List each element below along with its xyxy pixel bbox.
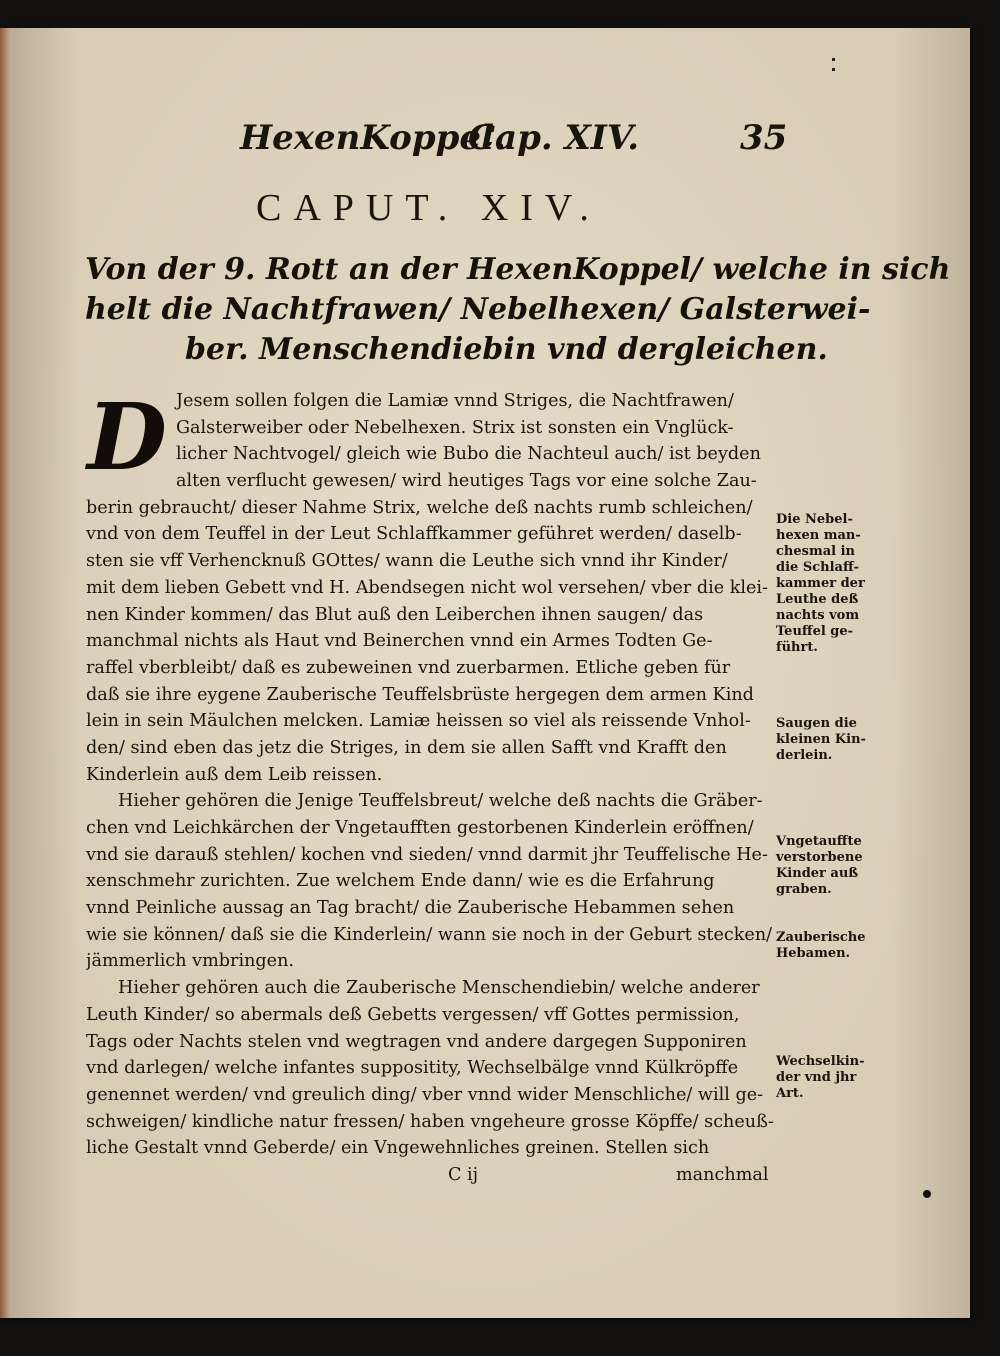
text-line: Kinderlein auß dem Leib reissen. <box>86 764 383 785</box>
text-line: wie sie können/ daß sie die Kinderlein/ wann sie noch in der Geburt stecken/ <box>86 924 773 945</box>
text-line: schweigen/ kindliche natur fressen/ haben vngeheure grosse Köpffe/ scheuß- <box>86 1111 774 1132</box>
text-line: Hieher gehören auch die Zauberische Menschendiebin/ welche anderer <box>118 978 760 999</box>
text-line: daß sie ihre eygene Zauberische Teuffelsbrüste hergegen dem armen Kind <box>86 684 754 705</box>
margin-line: Vngetauffte <box>776 834 862 849</box>
text-line: vnd darlegen/ welche infantes suppositity, Wechselbälge vnnd Külkröpffe <box>86 1058 739 1079</box>
text-line: alten verflucht gewesen/ wird heutiges Tags vor eine solche Zau- <box>176 471 757 492</box>
title-line: ber. Menschendiebin vnd dergleichen. <box>185 332 828 367</box>
margin-line: nachts vom <box>776 608 860 623</box>
margin-line: graben. <box>776 882 832 897</box>
text-line: manchmal nichts als Haut vnd Beinerchen vnnd ein Armes Todten Ge- <box>86 631 713 652</box>
text-line: vnd von dem Teuffel in der Leut Schlaffkammer geführet werden/ daselb- <box>86 524 742 545</box>
signature-row <box>86 1162 776 1189</box>
margin-line: Hebamen. <box>776 946 851 961</box>
ink-speck <box>832 58 835 61</box>
text-line: jämmerlich vmbringen. <box>86 951 295 972</box>
margin-line: kammer der <box>776 576 865 591</box>
margin-line: derlein. <box>776 748 833 763</box>
title-line: Von der 9. Rott an der HexenKoppel/ welche in sich <box>85 252 951 287</box>
text-line: raffel vberbleibt/ daß es zubeweinen vnd zuerbarmen. Etliche geben für <box>86 657 731 678</box>
text-line: lein in sein Mäulchen melcken. Lamiæ heissen so viel als reissende Vnhol- <box>86 711 751 732</box>
body-text <box>86 388 776 1189</box>
margin-line: Art. <box>776 1086 804 1101</box>
running-title: HexenKoppel. <box>240 118 506 158</box>
text-line: Jesem sollen folgen die Lamiæ vnnd Striges, die Nachtfrawen/ <box>176 391 734 411</box>
text-line: nen Kinder kommen/ das Blut auß den Leiberchen ihnen saugen/ das <box>86 604 704 625</box>
title-line: helt die Nachtfrawen/ Nebelhexen/ Galsterwei- <box>85 292 871 327</box>
margin-line: Zauberische <box>776 930 866 945</box>
margin-line: Kinder auß <box>776 866 859 881</box>
margin-line: Leuthe deß <box>776 592 859 607</box>
margin-line: der vnd jhr <box>776 1070 857 1085</box>
margin-line: die Schlaff- <box>776 560 860 575</box>
margin-line: kleinen Kin- <box>776 732 866 747</box>
signature-mark: C ij <box>448 1164 479 1185</box>
margin-line: hexen man- <box>776 528 861 543</box>
chapter-title <box>85 250 951 370</box>
margin-line: Teuffel ge- <box>776 624 854 639</box>
marginal-note <box>776 1054 896 1102</box>
ink-spot <box>923 1190 931 1198</box>
text-line: vnnd Peinliche aussag an Tag bracht/ die Zauberische Hebammen sehen <box>86 898 735 919</box>
margin-line: verstorbene <box>776 850 863 865</box>
margin-line: Saugen die <box>776 716 857 731</box>
text-line: vnd sie darauß stehlen/ kochen vnd sieden/ vnnd darmit jhr Teuffelische He- <box>86 844 768 865</box>
text-line: Galsterweiber oder Nebelhexen. Strix ist sonsten ein Vnglück- <box>176 417 734 438</box>
text-line: sten sie vff Verhencknuß GOttes/ wann die Leuthe sich vnnd ihr Kinder/ <box>86 551 728 572</box>
text-line: Tags oder Nachts stelen vnd wegtragen vnd andere dargegen Supponiren <box>86 1031 747 1052</box>
marginal-note <box>776 834 896 898</box>
text-line: genennet werden/ vnd greulich ding/ vber vnnd wider Menschliche/ will ge- <box>86 1084 764 1105</box>
margin-line: Die Nebel- <box>776 512 853 527</box>
margin-line: Wechselkin- <box>776 1054 865 1069</box>
ink-speck <box>832 68 835 71</box>
text-line: licher Nachtvogel/ gleich wie Bubo die Nachteul auch/ ist beyden <box>176 444 761 465</box>
text-line: liche Gestalt vnnd Geberde/ ein Vngewehnliches greinen. Stellen sich <box>86 1138 710 1159</box>
margin-line: führt. <box>776 640 818 655</box>
running-header <box>240 118 788 170</box>
text-line: xenschmehr zurichten. Zue welchem Ende dann/ wie es die Erfahrung <box>86 871 715 892</box>
folio-number: 35 <box>740 118 788 158</box>
text-line: Leuth Kinder/ so abermals deß Gebetts vergessen/ vff Gottes permission, <box>86 1004 740 1025</box>
text-line: berin gebraucht/ dieser Nahme Strix, welche deß nachts rumb schleichen/ <box>86 497 753 518</box>
page-gutter-edge <box>0 28 10 1318</box>
decorated-initial: D <box>87 383 167 491</box>
text-line: Hieher gehören die Jenige Teuffelsbreut/ welche deß nachts die Gräber- <box>118 791 763 812</box>
text-line: chen vnd Leichkärchen der Vngetaufften gestorbenen Kinderlein eröffnen/ <box>86 818 754 838</box>
margin-line: chesmal in <box>776 544 855 559</box>
catchword: manchmal <box>676 1164 769 1185</box>
chapter-heading: CAPUT. XIV. <box>256 187 601 229</box>
text-line: den/ sind eben das jetz die Striges, in dem sie allen Safft vnd Krafft den <box>86 737 727 758</box>
marginal-note <box>776 930 896 962</box>
chapter-reference: Cap. XIV. <box>468 118 640 158</box>
marginal-note <box>776 512 896 656</box>
text-line: mit dem lieben Gebett vnd H. Abendsegen nicht wol versehen/ vber die klei- <box>86 577 768 598</box>
marginal-note <box>776 716 896 764</box>
